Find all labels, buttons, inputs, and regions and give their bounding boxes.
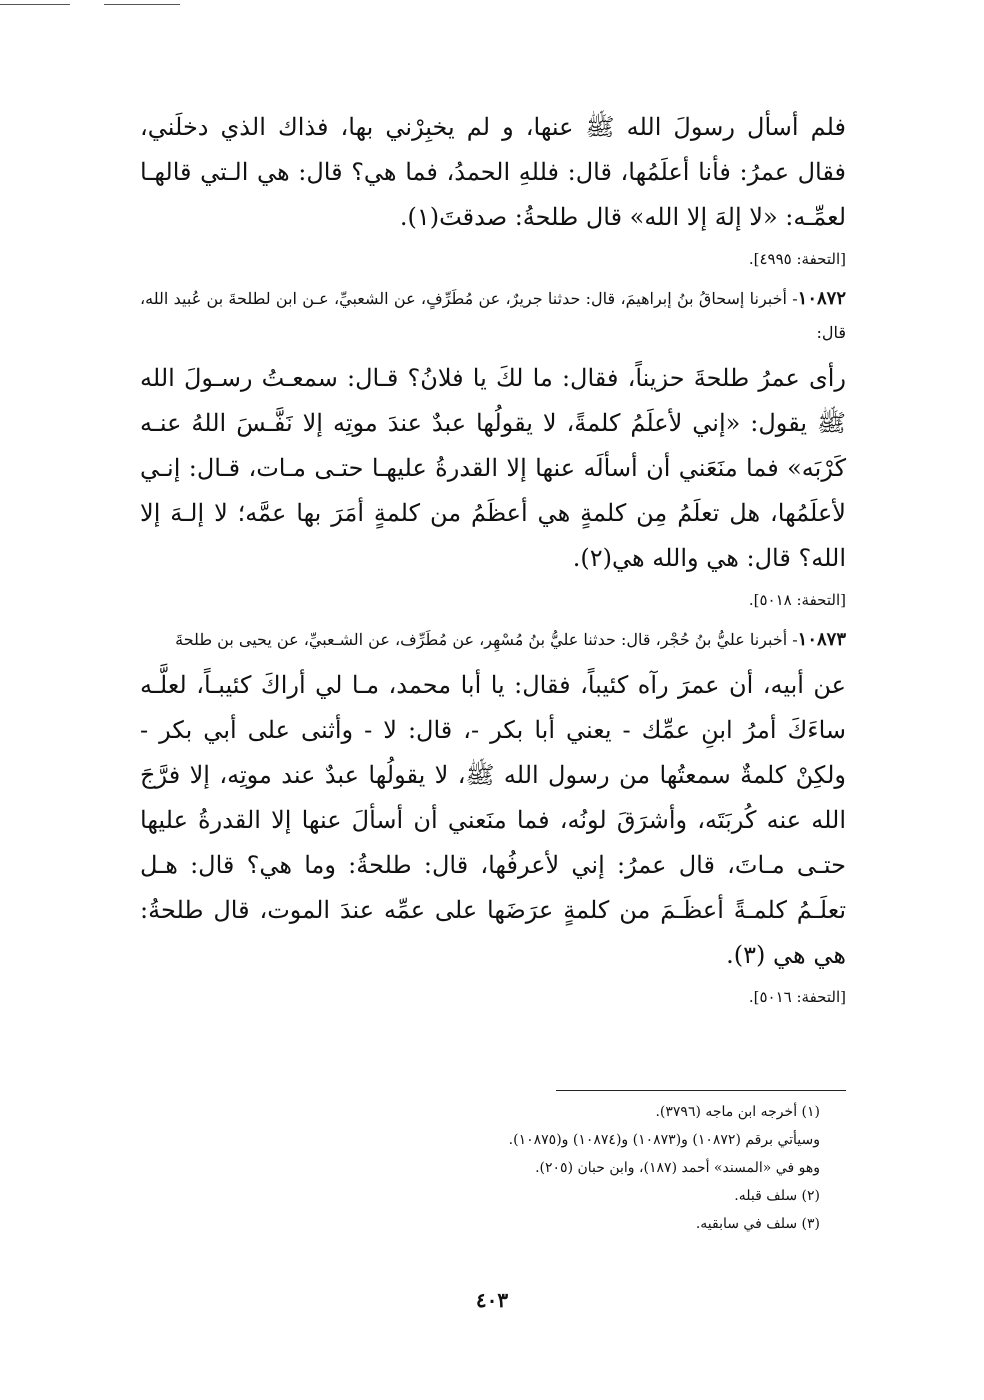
footnote-divider	[556, 1090, 846, 1091]
entry-text: - أخبرنا عليُّ بنُ حُجْر، قال: حدثنا عليُّ بنُ مُسْهِر، عن مُطَرِّف، عن الشـعبيِّ، عن يحيى بن طلحةَ	[175, 630, 798, 649]
footnote-line: (٣) سلف في سابقيه.	[695, 1216, 820, 1232]
entry-number: ١٠٨٧٣	[797, 629, 846, 650]
entry-10872	[140, 282, 846, 350]
entry-number: ١٠٨٧٢	[797, 288, 846, 309]
top-rule-left	[0, 4, 70, 5]
tuhfa-ref-2: [التحفة: ٥٠١٨].	[748, 591, 846, 609]
page-body	[140, 105, 846, 1020]
entry-10873	[140, 623, 846, 657]
footnote-line: (١) أخرجه ابن ماجه (٣٧٩٦).	[655, 1104, 820, 1120]
entry-text: - أخبرنا إسحاقُ بنُ إبراهيمَ، قال: حدثنا جريرٌ، عن مُطَرِّفٍ، عن الشعبيِّ، عـن ابن لطلحةَ بن عُبيد الله، قال:	[140, 289, 846, 342]
footnote-line: (٢) سلف قبله.	[734, 1188, 820, 1204]
paragraph-1: فلم أسأل رسولَ الله ﷺ عنها، و لم يخبِرْني بها، فذاك الذي دخلَني، فقال عمرُ: فأنا أعلَمُها، قال: فللهِ الحمدُ، فما هي؟ قال: هي الـتي قالهـا لعمِّـه: «لا إلهَ إلا الله» قال طلحةُ: صدقتَ(١).	[140, 113, 846, 231]
footnotes	[140, 1098, 846, 1238]
top-rule-right	[104, 4, 180, 5]
tuhfa-ref-1: [التحفة: ٤٩٩٥].	[748, 250, 846, 268]
tuhfa-ref-3: [التحفة: ٥٠١٦].	[748, 988, 846, 1006]
footnote-line: وسيأتي برقم (١٠٨٧٢) و(١٠٨٧٣) و(١٠٨٧٤) و(١٠٨٧٥).	[508, 1132, 820, 1148]
paragraph-2: رأى عمرُ طلحةَ حزيناً، فقال: ما لكَ يا فلانُ؟ قـال: سمعـتُ رسـولَ الله ﷺ يقول: «إني لأعلَمُ كلمةً، لا يقولُها عبدٌ عندَ موتِه إلا نَفَّـسَ اللهُ عنـه كَرْبَه» فما منَعَني أن أسألَه عنها إلا القدرةُ عليهـا حتـى مـات، قـال: إنـي لأعلَمُها، هل تعلَمُ مِن كلمةٍ هي أعظَمُ من كلمةٍ أمَرَ بها عمَّه؛ لا إلـهَ إلا الله؟ قال: هي والله هي(٢).	[140, 364, 846, 572]
footnote-line: وهو في «المسند» أحمد (١٨٧)، وابن حبان (٢٠٥).	[535, 1160, 820, 1176]
page-number: ٤٠٣	[475, 1288, 509, 1312]
paragraph-3: عن أبيه، أن عمرَ رآه كئيباً، فقال: يا أبا محمد، مـا لي أراكَ كئيبـاً، لعلَّـه ساءَكَ أمرُ ابنِ عمِّك - يعني أبا بكر -، قال: لا - وأثنى على أبي بكر - ولكِنْ كلمةٌ سمعتُها من رسول الله ﷺ، لا يقولُها عبدٌ عند موتِه، إلا فرَّجَ الله عنه كُربَتَه، وأشرَقَ لونُه، فما منَعني أن أسألَ عنها إلا القدرةُ عليها حتـى مـاتَ، قال عمرُ: إني لأعرفُها، قال: طلحةُ: وما هي؟ قال: هـل تعلَـمُ كلمـةً أعظَـمَ من كلمةٍ عرَضَها على عمِّه عندَ الموت، قال طلحةُ: هي هي (٣).	[140, 671, 846, 969]
